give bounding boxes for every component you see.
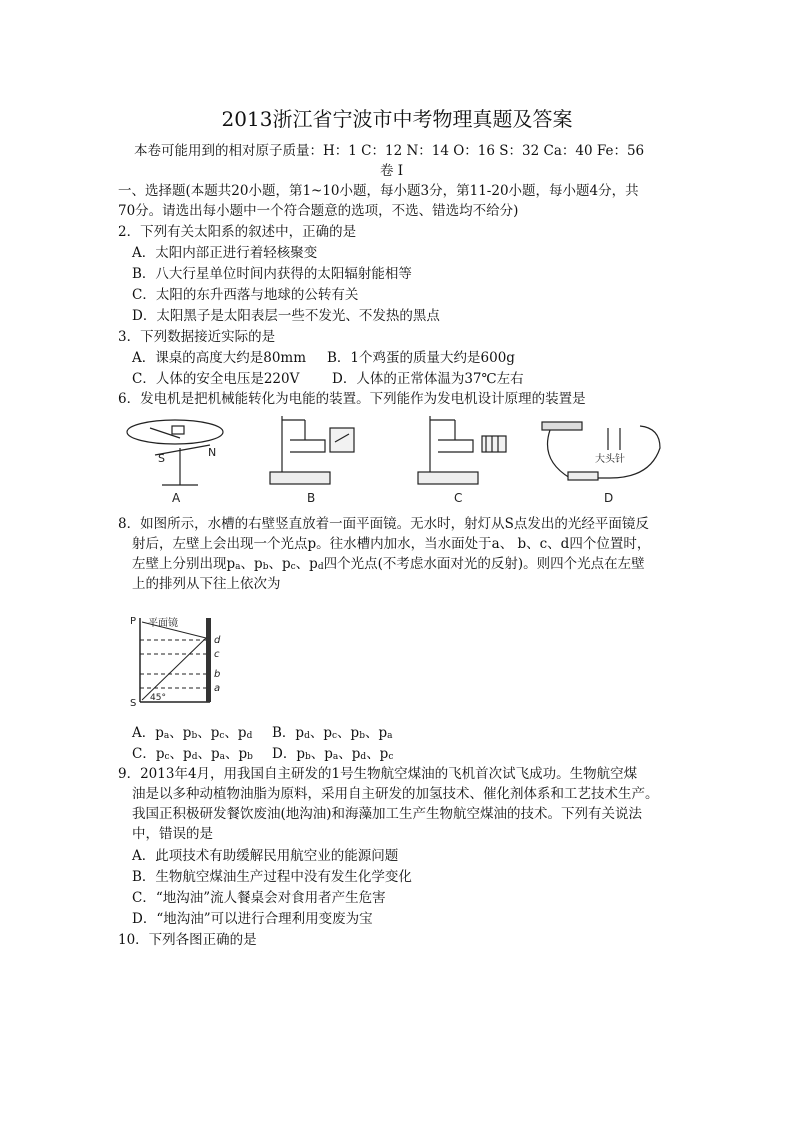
q9-option-a: A．此项技术有助缓解民用航空业的能源问题: [132, 848, 399, 864]
q6-figure-a: [127, 420, 223, 485]
q8-option-c: C．$p_c$、$p_d$、$p_a$、$p_b$: [132, 746, 253, 762]
q2-option-b: B．八大行星单位时间内获得的太阳辐射能相等: [132, 266, 412, 282]
q8-option-d: D．$p_b$、$p_a$、$p_d$、$p_c$: [272, 746, 394, 762]
q6-figure-a-s-label: S: [158, 452, 165, 465]
q3-stem: 3．下列数据接近实际的是: [118, 329, 276, 345]
q9-line-3: 我国正积极研发餐饮废油(地沟油)和海藻加工生产生物航空煤油的技术。下列有关说法: [132, 806, 643, 822]
q2-stem: 2．下列有关太阳系的叙述中，正确的是: [118, 224, 357, 240]
q8-line-4: 上的排列从下往上依次为: [132, 576, 281, 592]
q8-option-b: B．$p_d$、$p_c$、$p_b$、$p_a$: [272, 725, 393, 741]
q3-option-a: A．课桌的高度大约是80mm: [132, 350, 307, 366]
q8-fig-mirror-label: 平面镜: [148, 618, 178, 629]
q8-line-2: 射后，左壁上会出现一个光点p。往水槽内加水，当水面处于a、 b、c、d四个位置时，: [132, 536, 651, 552]
q8-line-1: 8．如图所示，水槽的右壁竖直放着一面平面镜。无水时，射灯从S点发出的光经平面镜反: [118, 516, 649, 532]
q2-option-a: A．太阳内部正进行着轻核聚变: [132, 245, 318, 261]
q3-option-b: B．1个鸡蛋的质量大约是600g: [327, 350, 515, 366]
q2-option-d: D．太阳黑子是太阳表层一些不发光、不发热的黑点: [132, 308, 440, 324]
q6-label-a: A: [172, 491, 181, 505]
q8-option-a: A．$p_a$、$p_b$、$p_c$、$p_d$: [132, 725, 253, 741]
q6-label-c: C: [454, 491, 463, 505]
q9-option-b: B．生物航空煤油生产过程中没有发生化学变化: [132, 869, 412, 885]
q6-figure-c: [418, 416, 506, 484]
q8-fig-angle-label: 45°: [150, 693, 166, 703]
q6-figure-a-n-label: N: [208, 446, 217, 459]
q6-apparatus-figure: [120, 410, 665, 505]
q10-stem: 10．下列各图正确的是: [118, 932, 257, 948]
q6-figure-d-needle-label: 大头针: [595, 454, 625, 465]
q8-fig-level-b: b: [214, 669, 221, 680]
q6-label-d: D: [604, 491, 614, 505]
q8-fig-s-label: S: [130, 698, 137, 708]
q8-tank-figure: [128, 610, 223, 708]
q8-fig-level-a: a: [214, 683, 221, 694]
q8-fig-level-c: c: [214, 649, 220, 660]
q8-line-3: 左壁上分别出现$p_a$、$p_b$、$p_c$、$p_d$四个光点(不考虑水面对光的反射)。则四个光点在左壁: [132, 556, 645, 572]
atomic-masses-note: 本卷可能用到的相对原子质量：H：1 C：12 N：14 O：16 S：32 Ca：40 Fe：56: [134, 143, 645, 159]
q6-label-b: B: [307, 491, 316, 505]
q8-fig-p-label: P: [130, 616, 137, 627]
q3-option-d: D．人体的正常体温为37℃左右: [332, 371, 524, 387]
q9-line-1: 9．2013年4月，用我国自主研发的1号生物航空煤油的飞机首次试飞成功。生物航空煤: [118, 766, 638, 782]
q3-option-c: C．人体的安全电压是220V: [132, 371, 300, 387]
volume-heading: 卷 I: [380, 163, 404, 179]
q9-line-2: 油是以多种动植物油脂为原料，采用自主研发的加氢技术、催化剂体系和工艺技术生产。: [132, 786, 659, 802]
q9-line-4: 中，错误的是: [132, 826, 213, 842]
q9-option-d: D．“地沟油”可以进行合理利用变废为宝: [132, 911, 373, 927]
q6-figure-b: [270, 416, 354, 484]
section-intro-line-1: 一、选择题(本题共20小题，第1~10小题，每小题3分，第11-20小题，每小题4分，共: [118, 183, 639, 199]
q9-option-c: C．“地沟油”流人餐桌会对食用者产生危害: [132, 890, 386, 906]
q6-figure-d: [542, 422, 660, 480]
section-intro-line-2: 70分。请选出每小题中一个符合题意的选项，不选、错选均不给分): [118, 203, 519, 219]
q6-stem: 6．发电机是把机械能转化为电能的装置。下列能作为发电机设计原理的装置是: [118, 391, 586, 407]
q2-option-c: C．太阳的东升西落与地球的公转有关: [132, 287, 359, 303]
q8-fig-level-d: d: [214, 635, 221, 646]
page-title: 2013浙江省宁波市中考物理真题及答案: [221, 107, 573, 131]
